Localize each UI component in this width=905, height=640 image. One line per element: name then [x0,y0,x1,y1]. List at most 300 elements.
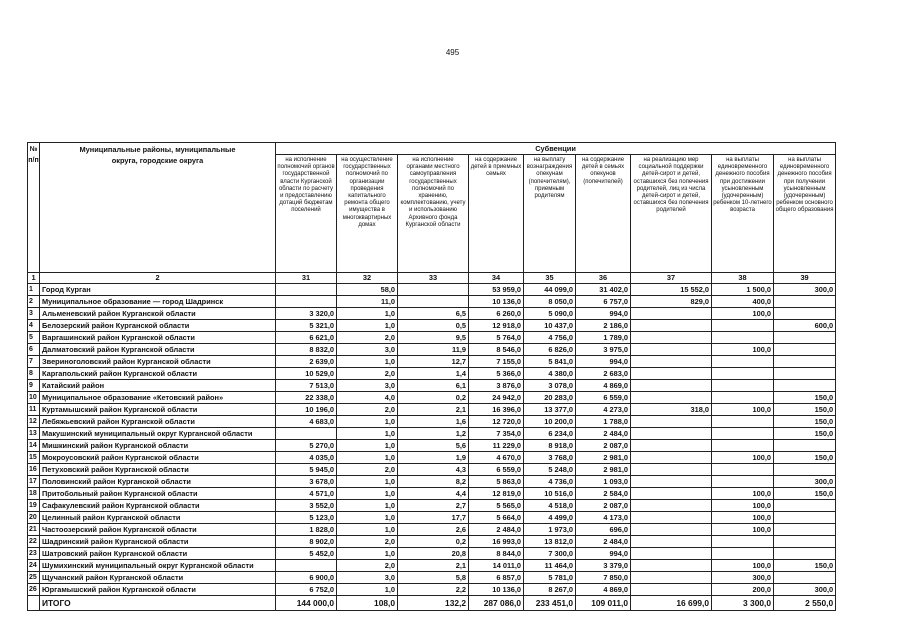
municipality-name: Муниципальное образование — город Шадринск [40,296,276,308]
value-cell: 7 354,0 [469,428,524,440]
value-cell: 11,9 [398,344,469,356]
table-row [28,380,836,392]
value-cell: 5 248,0 [524,464,576,476]
value-cell: 100,0 [712,560,774,572]
total-value: 16 699,0 [631,596,712,611]
value-cell [631,536,712,548]
municipality-name: Альменевский район Курганской области [40,308,276,320]
table-row [28,476,836,488]
value-cell: 1,0 [337,524,398,536]
value-cell: 5 945,0 [276,464,337,476]
value-cell: 11,0 [337,296,398,308]
value-cell [631,584,712,596]
value-cell: 1,0 [337,428,398,440]
value-cell: 10 437,0 [524,320,576,332]
municipality-name: Щучанский район Курганской области [40,572,276,584]
value-cell: 8 546,0 [469,344,524,356]
column-number: 2 [40,273,276,284]
table-row [28,500,836,512]
value-cell: 6 559,0 [576,392,631,404]
value-cell: 5 841,0 [524,356,576,368]
value-cell: 1,0 [337,416,398,428]
value-cell: 13 377,0 [524,404,576,416]
value-cell: 6 234,0 [524,428,576,440]
column-number: 1 [28,273,40,284]
value-cell: 1 789,0 [576,332,631,344]
total-value: 109 011,0 [576,596,631,611]
municipality-name: Шатровский район Курганской области [40,548,276,560]
value-cell: 2,0 [337,560,398,572]
municipality-name: Половинский район Курганской области [40,476,276,488]
value-cell: 10 200,0 [524,416,576,428]
value-cell: 2,2 [398,584,469,596]
value-cell [631,512,712,524]
value-cell: 1,6 [398,416,469,428]
value-cell: 20,8 [398,548,469,560]
value-cell: 8 902,0 [276,536,337,548]
header-subventions: Субвенции [276,143,836,155]
value-cell: 100,0 [712,404,774,416]
table-row [28,584,836,596]
value-cell [774,296,836,308]
column-number: 35 [524,273,576,284]
municipality-name: Каргапольский район Курганской области [40,368,276,380]
value-cell: 5 565,0 [469,500,524,512]
header-col-37: на реализацию мер социальной поддержки детей-сирот и детей, оставшихся без попечения родителей, лиц из числа детей-сирот и детей, оставшихся без попечения родителей [631,155,712,273]
value-cell: 6 260,0 [469,308,524,320]
municipality-name: Шадринский район Курганской области [40,536,276,548]
total-num-cell [28,596,40,611]
value-cell: 5,6 [398,440,469,452]
value-cell: 3 975,0 [576,344,631,356]
value-cell: 10 196,0 [276,404,337,416]
value-cell [631,344,712,356]
value-cell [712,536,774,548]
table-row [28,560,836,572]
value-cell [631,488,712,500]
value-cell: 150,0 [774,452,836,464]
value-cell [631,440,712,452]
value-cell: 2,0 [337,368,398,380]
value-cell: 10 136,0 [469,584,524,596]
value-cell: 3,0 [337,572,398,584]
value-cell [276,560,337,572]
table-row [28,392,836,404]
table-row [28,488,836,500]
municipality-name: Лебяжьевский район Курганской области [40,416,276,428]
value-cell: 2 639,0 [276,356,337,368]
municipality-name: Муниципальное образование «Кетовский район» [40,392,276,404]
value-cell: 17,7 [398,512,469,524]
value-cell: 100,0 [712,524,774,536]
value-cell: 4 670,0 [469,452,524,464]
value-cell: 4 518,0 [524,500,576,512]
value-cell: 5 781,0 [524,572,576,584]
table-row [28,344,836,356]
value-cell: 150,0 [774,392,836,404]
value-cell: 300,0 [774,476,836,488]
value-cell [774,332,836,344]
row-number: 14 [28,440,40,452]
value-cell: 3 320,0 [276,308,337,320]
value-cell: 1,4 [398,368,469,380]
total-value: 132,2 [398,596,469,611]
value-cell [774,464,836,476]
column-number: 31 [276,273,337,284]
total-value: 2 550,0 [774,596,836,611]
header-col-34: на содержание детей в приемных семьях [469,155,524,273]
value-cell: 0,2 [398,536,469,548]
value-cell: 2,0 [337,404,398,416]
value-cell: 12,7 [398,356,469,368]
value-cell: 5 270,0 [276,440,337,452]
header-name: Муниципальные районы, муниципальные округа, городские округа [40,143,276,273]
header-col-31: на исполнение полномочий органов государственной власти Курганской области по расчету и предоставлению дотаций бюджетам поселений [276,155,337,273]
value-cell: 3 552,0 [276,500,337,512]
header-num: № п/п [28,143,40,273]
table-row [28,428,836,440]
value-cell: 400,0 [712,296,774,308]
value-cell: 2,0 [337,464,398,476]
value-cell: 4 273,0 [576,404,631,416]
value-cell: 1,0 [337,440,398,452]
value-cell: 2,6 [398,524,469,536]
value-cell: 1 828,0 [276,524,337,536]
value-cell [712,416,774,428]
value-cell [631,548,712,560]
table-row [28,548,836,560]
value-cell: 1,0 [337,356,398,368]
value-cell: 5 090,0 [524,308,576,320]
value-cell [398,284,469,296]
value-cell: 600,0 [774,320,836,332]
value-cell [774,368,836,380]
value-cell [631,452,712,464]
value-cell [631,380,712,392]
value-cell [712,368,774,380]
value-cell: 696,0 [576,524,631,536]
value-cell: 994,0 [576,548,631,560]
value-cell: 11 229,0 [469,440,524,452]
value-cell: 7 850,0 [576,572,631,584]
value-cell: 100,0 [712,308,774,320]
value-cell [712,440,774,452]
value-cell: 300,0 [774,584,836,596]
value-cell [774,524,836,536]
table-row [28,524,836,536]
value-cell: 5 452,0 [276,548,337,560]
total-value: 287 086,0 [469,596,524,611]
value-cell: 100,0 [712,512,774,524]
value-cell [631,320,712,332]
value-cell [712,380,774,392]
row-number: 20 [28,512,40,524]
value-cell: 829,0 [631,296,712,308]
table-row [28,356,836,368]
value-cell: 150,0 [774,560,836,572]
value-cell: 200,0 [712,584,774,596]
value-cell: 7 300,0 [524,548,576,560]
page-number: 495 [445,48,460,57]
value-cell: 4 683,0 [276,416,337,428]
value-cell: 2,0 [337,536,398,548]
value-cell: 1,0 [337,584,398,596]
value-cell: 22 338,0 [276,392,337,404]
value-cell: 1,0 [337,452,398,464]
municipality-name: Город Курган [40,284,276,296]
value-cell [631,524,712,536]
value-cell: 2 484,0 [576,428,631,440]
value-cell: 6,1 [398,380,469,392]
value-cell: 6 752,0 [276,584,337,596]
row-number: 18 [28,488,40,500]
value-cell: 4 571,0 [276,488,337,500]
value-cell: 2,7 [398,500,469,512]
value-cell: 4,4 [398,488,469,500]
value-cell: 3,0 [337,380,398,392]
value-cell: 2 087,0 [576,500,631,512]
header-col-36: на содержание детей в семьях опекунов (попечителей) [576,155,631,273]
value-cell: 1,0 [337,476,398,488]
value-cell [712,464,774,476]
table-row [28,368,836,380]
table-row [28,536,836,548]
row-number: 7 [28,356,40,368]
municipality-name: Варгашинский район Курганской области [40,332,276,344]
value-cell: 1 093,0 [576,476,631,488]
value-cell: 14 011,0 [469,560,524,572]
table-row [28,512,836,524]
value-cell: 10 516,0 [524,488,576,500]
value-cell: 58,0 [337,284,398,296]
value-cell: 10 529,0 [276,368,337,380]
row-number: 23 [28,548,40,560]
value-cell: 1 500,0 [712,284,774,296]
value-cell [631,464,712,476]
value-cell [276,284,337,296]
value-cell: 12 918,0 [469,320,524,332]
value-cell [774,512,836,524]
value-cell: 100,0 [712,344,774,356]
value-cell: 2 087,0 [576,440,631,452]
municipality-name: Далматовский район Курганской области [40,344,276,356]
value-cell: 12 720,0 [469,416,524,428]
row-number: 16 [28,464,40,476]
value-cell: 24 942,0 [469,392,524,404]
value-cell: 6 826,0 [524,344,576,356]
value-cell: 2 981,0 [576,452,631,464]
row-number: 12 [28,416,40,428]
total-value: 3 300,0 [712,596,774,611]
municipality-name: Сафакулевский район Курганской области [40,500,276,512]
value-cell: 5 863,0 [469,476,524,488]
row-number: 13 [28,428,40,440]
value-cell: 5 664,0 [469,512,524,524]
value-cell: 6,5 [398,308,469,320]
value-cell: 16 396,0 [469,404,524,416]
value-cell: 2 484,0 [576,536,631,548]
value-cell [774,500,836,512]
value-cell: 4 736,0 [524,476,576,488]
value-cell: 3 876,0 [469,380,524,392]
value-cell: 8 844,0 [469,548,524,560]
value-cell: 4 380,0 [524,368,576,380]
header-col-35: на выплату вознаграждения опекунам (попечителям), приемным родителям [524,155,576,273]
column-number: 37 [631,273,712,284]
row-number: 24 [28,560,40,572]
value-cell: 2,1 [398,560,469,572]
value-cell [631,308,712,320]
header-col-33: на исполнение органами местного самоуправления государственных полномочий по хранению, комплектованию, учету и использованию Архивного фонда Курганской области [398,155,469,273]
value-cell: 1 788,0 [576,416,631,428]
municipality-name: Мишкинский район Курганской области [40,440,276,452]
table-row [28,296,836,308]
value-cell [631,572,712,584]
value-cell: 0,2 [398,392,469,404]
value-cell: 4,3 [398,464,469,476]
value-cell [774,308,836,320]
value-cell: 5 366,0 [469,368,524,380]
row-number: 17 [28,476,40,488]
value-cell: 2 584,0 [576,488,631,500]
value-cell [774,536,836,548]
row-number: 4 [28,320,40,332]
value-cell: 2,1 [398,404,469,416]
value-cell [631,356,712,368]
value-cell [712,548,774,560]
row-number: 11 [28,404,40,416]
value-cell: 15 552,0 [631,284,712,296]
value-cell: 150,0 [774,428,836,440]
municipality-name: Частоозерский район Курганской области [40,524,276,536]
value-cell: 4 756,0 [524,332,576,344]
row-number: 9 [28,380,40,392]
municipality-name: Звериноголовский район Курганской области [40,356,276,368]
value-cell [276,296,337,308]
value-cell: 12 819,0 [469,488,524,500]
value-cell: 44 099,0 [524,284,576,296]
column-number: 34 [469,273,524,284]
table-row [28,440,836,452]
row-number: 5 [28,332,40,344]
value-cell: 3,0 [337,344,398,356]
header-col-38: на выплаты единовременного денежного пособия при достижении усыновленным (удочеренным) ребенком 10-летнего возраста [712,155,774,273]
value-cell: 8 918,0 [524,440,576,452]
value-cell: 31 402,0 [576,284,631,296]
value-cell: 9,5 [398,332,469,344]
value-cell: 5 123,0 [276,512,337,524]
total-value: 108,0 [337,596,398,611]
municipality-name: Юргамышский район Курганской области [40,584,276,596]
table-row [28,416,836,428]
value-cell: 8,2 [398,476,469,488]
value-cell: 4,0 [337,392,398,404]
value-cell [712,476,774,488]
row-number: 26 [28,584,40,596]
municipality-name: Петуховский район Курганской области [40,464,276,476]
value-cell: 20 283,0 [524,392,576,404]
value-cell: 150,0 [774,416,836,428]
total-label: ИТОГО [40,596,276,611]
table-row [28,332,836,344]
value-cell: 1,2 [398,428,469,440]
value-cell: 1,0 [337,512,398,524]
value-cell: 7 513,0 [276,380,337,392]
value-cell: 1,0 [337,320,398,332]
table-row [28,572,836,584]
subventions-table [27,142,836,611]
municipality-name: Притобольный район Курганской области [40,488,276,500]
value-cell [631,392,712,404]
value-cell: 300,0 [712,572,774,584]
table-row [28,320,836,332]
row-number: 8 [28,368,40,380]
value-cell: 2,0 [337,332,398,344]
value-cell: 5 321,0 [276,320,337,332]
value-cell [631,332,712,344]
value-cell [276,428,337,440]
value-cell: 4 869,0 [576,380,631,392]
value-cell: 150,0 [774,488,836,500]
value-cell: 8 267,0 [524,584,576,596]
row-number: 22 [28,536,40,548]
value-cell: 318,0 [631,404,712,416]
value-cell [631,368,712,380]
value-cell: 10 136,0 [469,296,524,308]
column-number: 33 [398,273,469,284]
value-cell: 994,0 [576,308,631,320]
value-cell: 6 559,0 [469,464,524,476]
value-cell [774,572,836,584]
value-cell: 1,9 [398,452,469,464]
value-cell: 4 173,0 [576,512,631,524]
value-cell: 1,0 [337,548,398,560]
municipality-name: Куртамышский район Курганской области [40,404,276,416]
value-cell: 6 621,0 [276,332,337,344]
header-col-39: на выплаты единовременного денежного пособия при получении усыновленным (удочеренным) ребенком основного общего образования [774,155,836,273]
value-cell: 8 832,0 [276,344,337,356]
value-cell: 5,8 [398,572,469,584]
column-number: 38 [712,273,774,284]
value-cell: 13 812,0 [524,536,576,548]
row-number: 25 [28,572,40,584]
municipality-name: Мокроусовский район Курганской области [40,452,276,464]
value-cell: 7 155,0 [469,356,524,368]
table-row [28,404,836,416]
municipality-name: Целинный район Курганской области [40,512,276,524]
table-row [28,452,836,464]
value-cell: 4 499,0 [524,512,576,524]
value-cell: 994,0 [576,356,631,368]
value-cell: 2 683,0 [576,368,631,380]
row-number: 19 [28,500,40,512]
municipality-name: Белозерский район Курганской области [40,320,276,332]
value-cell: 4 035,0 [276,452,337,464]
row-number: 3 [28,308,40,320]
value-cell [631,560,712,572]
value-cell: 300,0 [774,284,836,296]
row-number: 6 [28,344,40,356]
value-cell: 5 764,0 [469,332,524,344]
value-cell: 3 678,0 [276,476,337,488]
value-cell [712,356,774,368]
value-cell: 6 900,0 [276,572,337,584]
value-cell: 3 768,0 [524,452,576,464]
value-cell: 3 379,0 [576,560,631,572]
value-cell [631,500,712,512]
value-cell: 11 464,0 [524,560,576,572]
value-cell [712,428,774,440]
